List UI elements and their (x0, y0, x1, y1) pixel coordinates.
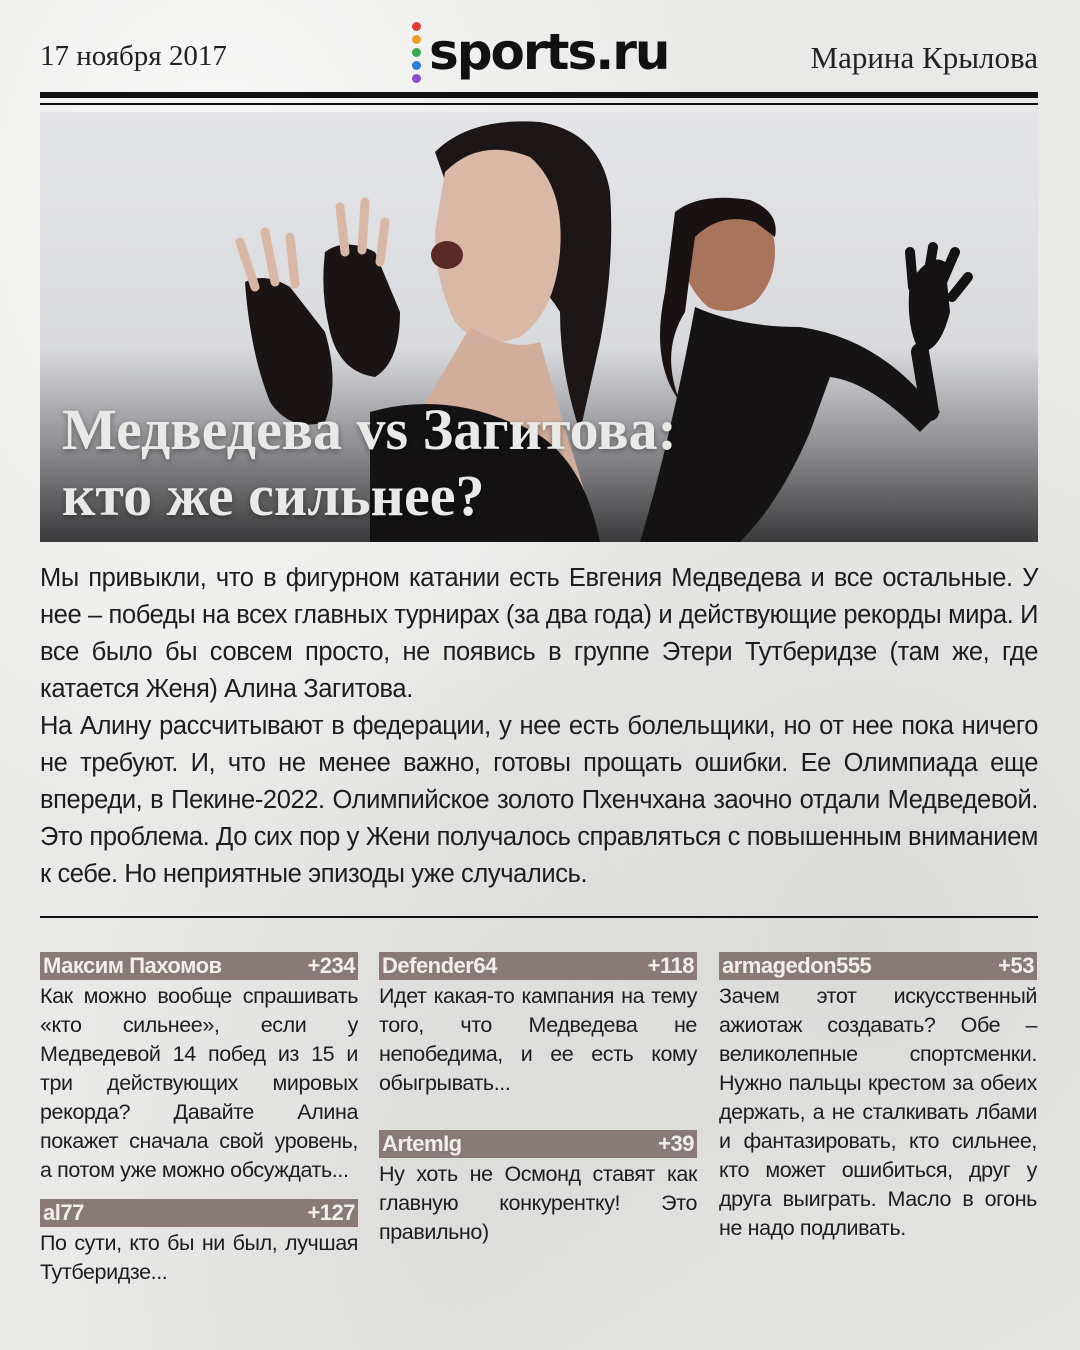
comments-column-2 (379, 952, 697, 1261)
logo-dot (412, 48, 421, 57)
logo-text: sports.ru (429, 23, 669, 81)
logo-dot (412, 22, 421, 31)
comment (719, 952, 1037, 1243)
comment-text: Ну хоть не Осмонд ставят как главную конкурентку! Это правильно) (379, 1162, 697, 1244)
sports-ru-logo[interactable] (412, 18, 668, 86)
article-body (40, 560, 1038, 893)
publication-date: 17 ноября 2017 (40, 40, 227, 72)
comment-header (379, 952, 697, 980)
author-name: Марина Крылова (810, 40, 1038, 75)
comment-header (719, 952, 1037, 980)
comment-score: +234 (307, 953, 355, 978)
comment-score: +127 (307, 1200, 355, 1225)
comment-author[interactable]: Максим Пахомов (43, 953, 222, 978)
comment (379, 952, 697, 1098)
logo-dot (412, 61, 421, 70)
comments-column-1 (40, 952, 358, 1301)
article-paragraph: На Алину рассчитывают в федерации, у нее есть болельщики, но от нее пока ничего не требуют. И, что не менее важно, готовы прощать ошибки. Ее Олимпиада еще впереди, в Пекине-2022. Олимпийское золото Пхенчхана заочно отдали Медведевой. Это проблема. До сих пор у Жени получалось справляться с повышенным вниманием к себе. Но неприятные эпизоды уже случались. (40, 712, 1038, 888)
comment-text: По сути, кто бы ни был, лучшая Тутберидзе... (40, 1231, 358, 1284)
logo-dot (412, 74, 421, 83)
comment (379, 1130, 697, 1247)
comment-score: +118 (647, 953, 694, 978)
comment (40, 952, 358, 1185)
comment-text: Как можно вообще спрашивать «кто сильнее», если у Медведевой 14 побед из 15 и три действующих мировых рекорда? Давайте Алина покажет сначала свой уровень, а потом уже можно обсуждать... (40, 984, 358, 1182)
header (40, 18, 1038, 86)
comment-author[interactable]: armagedon555 (722, 953, 872, 978)
comment-text: Зачем этот искусственный ажиотаж создавать? Обе – великолепные спортсменки. Нужно пальцы крестом за обеих держать, а не сталкивать лбами и фантазировать, кто сильнее, кто может ошибиться, друг у друга выиграть. Масло в огонь не надо подливать. (719, 984, 1037, 1240)
comment-header (40, 1199, 358, 1227)
header-rule-thick (40, 92, 1038, 98)
comment-text: Идет какая-то кампания на тему того, что Медведева не непобедима, и ее есть кому обыгрывать... (379, 984, 697, 1095)
section-divider (40, 916, 1038, 918)
comment-header (379, 1130, 697, 1158)
comment-author[interactable]: Defender64 (382, 953, 497, 978)
comment-score: +53 (998, 953, 1034, 978)
article-paragraph: Мы привыкли, что в фигурном катании есть Евгения Медведева и все остальные. У нее – победы на всех главных турнирах (за два года) и действующие рекорды мира. И все было бы совсем просто, не появись в группе Этери Тутберидзе (там же, где катается Женя) Алина Загитова. (40, 564, 1038, 703)
comment-author[interactable]: ArtemIg (382, 1131, 462, 1156)
logo-dot (412, 35, 421, 44)
comment-score: +39 (658, 1131, 694, 1156)
logo-dots-icon (412, 22, 421, 83)
comments-column-3 (719, 952, 1037, 1257)
header-rule-thin (40, 103, 1038, 105)
comment-author[interactable]: al77 (43, 1200, 84, 1225)
comment-header (40, 952, 358, 980)
comment (40, 1199, 358, 1287)
article-headline: Медведева vs Загитова: кто же сильнее? (62, 397, 677, 528)
hero-image (40, 112, 1038, 542)
